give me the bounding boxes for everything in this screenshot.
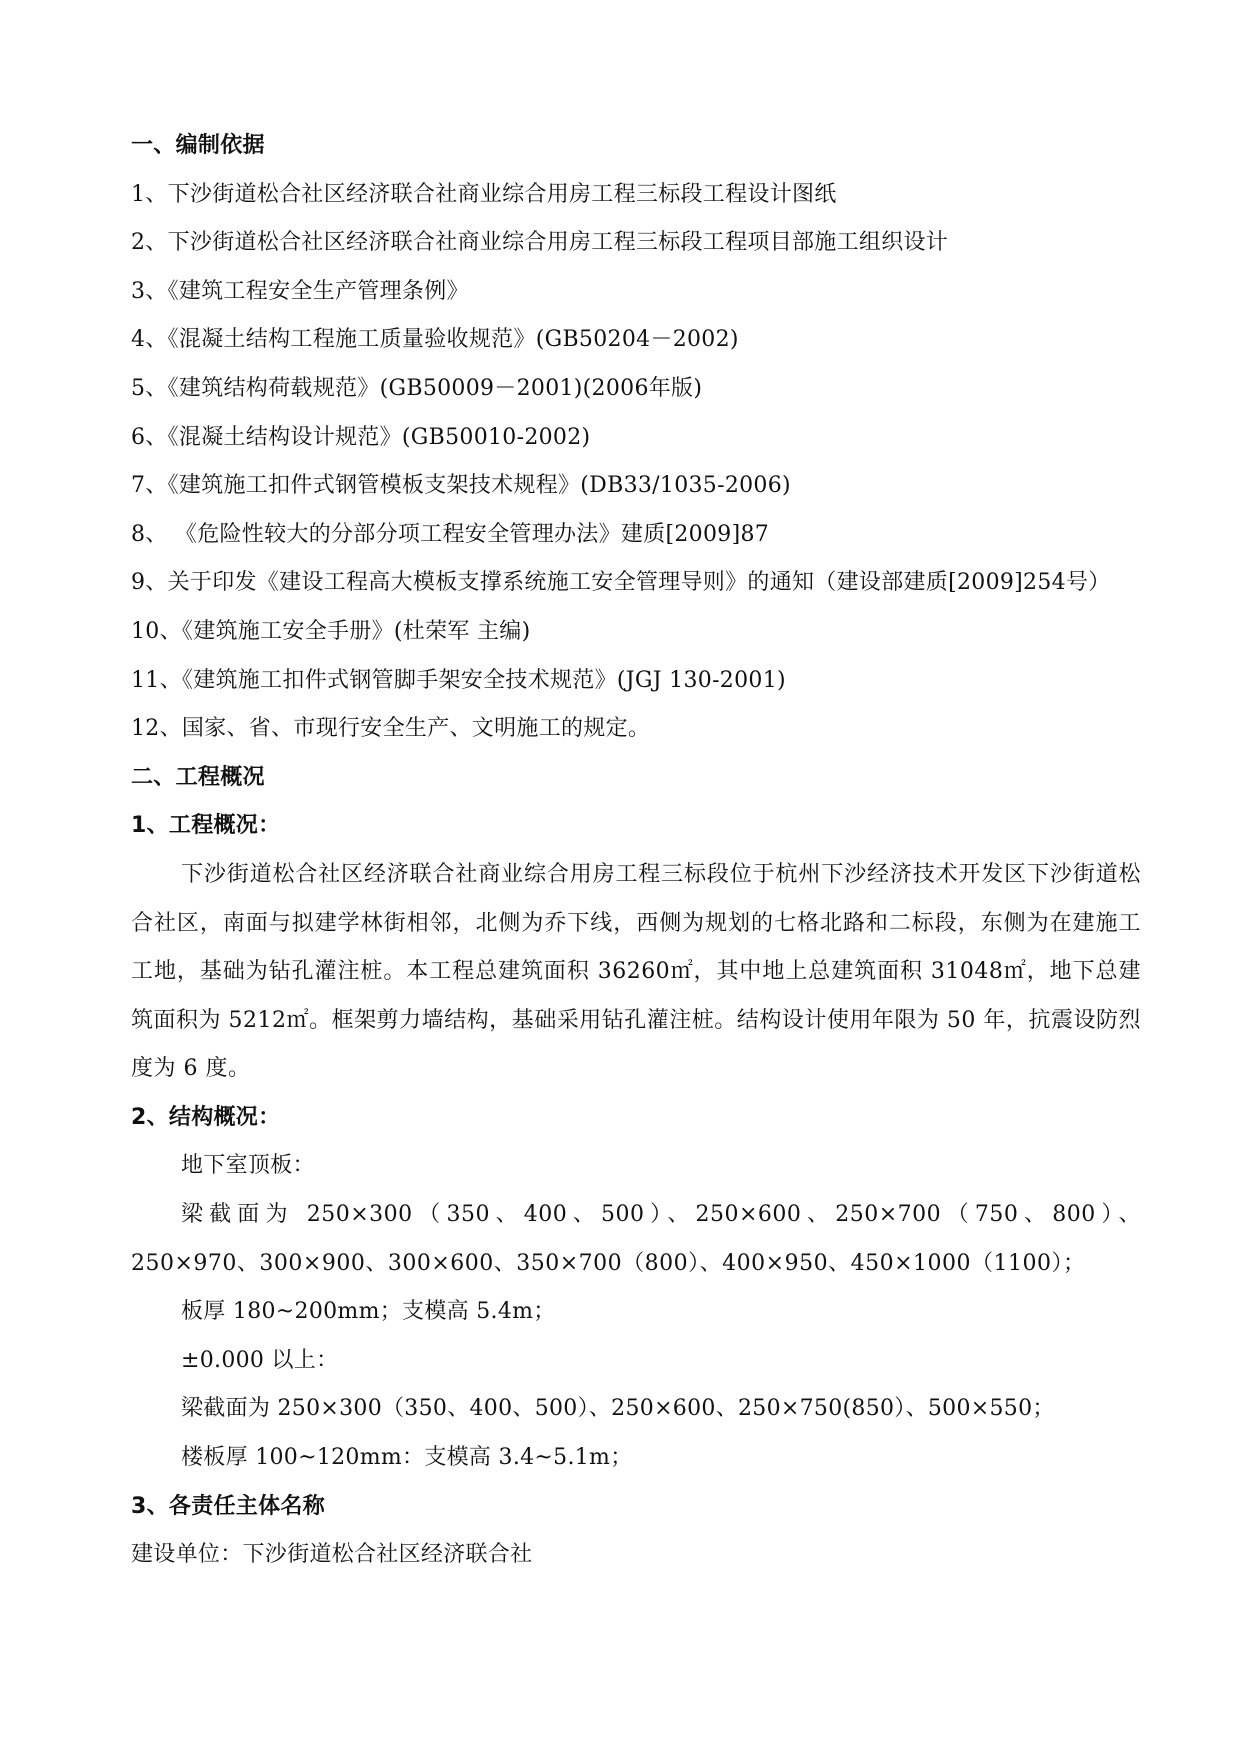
responsible-party-line-1: 建设单位：下沙街道松合社区经济联合社 xyxy=(131,1542,533,1568)
section-heading-overview: 二、工程概况 xyxy=(131,764,265,790)
structure-line-5: 梁截面为 250×300（350、400、500）、250×600、250×750(850）、500×550； xyxy=(181,1396,1055,1422)
basis-item-8: 8、 《危险性较大的分部分项工程安全管理办法》建质[2009]87 xyxy=(131,521,770,547)
structure-line-4: ±0.000 以上： xyxy=(181,1347,339,1373)
subheading-responsible-parties: 3、各责任主体名称 xyxy=(131,1493,326,1519)
structure-line-2: 梁截面为 250×300（350、400、500）、250×600、250×700（750、800）、250×970、300×900、300×600、350×700（800）、400×950、450×1000（1100）； xyxy=(131,1202,1141,1276)
basis-item-4: 4、《混凝土结构工程施工质量验收规范》(GB50204－2002) xyxy=(131,327,739,353)
basis-item-6: 6、《混凝土结构设计规范》(GB50010-2002) xyxy=(131,424,591,450)
section-heading-basis: 一、编制依据 xyxy=(131,133,265,158)
document-page xyxy=(131,122,1141,1580)
basis-item-11: 11、《建筑施工扣件式钢管脚手架安全技术规范》(JGJ 130-2001) xyxy=(131,667,786,693)
basis-item-9: 9、关于印发《建设工程高大模板支撑系统施工安全管理导则》的通知（建设部建质[2009]254号） xyxy=(131,570,1111,596)
project-overview-paragraph: 下沙街道松合社区经济联合社商业综合用房工程三标段位于杭州下沙经济技术开发区下沙街道松合社区，南面与拟建学林街相邻，北侧为乔下线，西侧为规划的七格北路和二标段，东侧为在建施工工地，基础为钻孔灌注桩。本工程总建筑面积 36260㎡，其中地上总建筑面积 31048㎡，地下总建筑面积为 5212㎡。框架剪力墙结构，基础采用钻孔灌注桩。结构设计使用年限为 50 年，抗震设防烈度为 6 度。 xyxy=(131,861,1141,1082)
subheading-project-overview: 1、工程概况： xyxy=(131,813,281,839)
structure-line-3: 板厚 180~200mm；支模高 5.4m； xyxy=(181,1299,556,1325)
structure-line-1: 地下室顶板： xyxy=(181,1153,315,1179)
subheading-structure-overview: 2、结构概况： xyxy=(131,1104,281,1130)
basis-item-7: 7、《建筑施工扣件式钢管模板支架技术规程》(DB33/1035-2006) xyxy=(131,473,791,499)
basis-item-10: 10、《建筑施工安全手册》(杜荣军 主编) xyxy=(131,618,531,644)
basis-item-2: 2、下沙街道松合社区经济联合社商业综合用房工程三标段工程项目部施工组织设计 xyxy=(131,230,949,256)
basis-item-3: 3、《建筑工程安全生产管理条例》 xyxy=(131,278,469,304)
basis-item-5: 5、《建筑结构荷载规范》(GB50009－2001)(2006年版) xyxy=(131,375,703,401)
structure-line-6: 楼板厚 100~120mm：支模高 3.4~5.1m； xyxy=(181,1445,633,1471)
basis-item-12: 12、国家、省、市现行安全生产、文明施工的规定。 xyxy=(131,716,651,742)
basis-item-1: 1、下沙街道松合社区经济联合社商业综合用房工程三标段工程设计图纸 xyxy=(131,181,837,207)
